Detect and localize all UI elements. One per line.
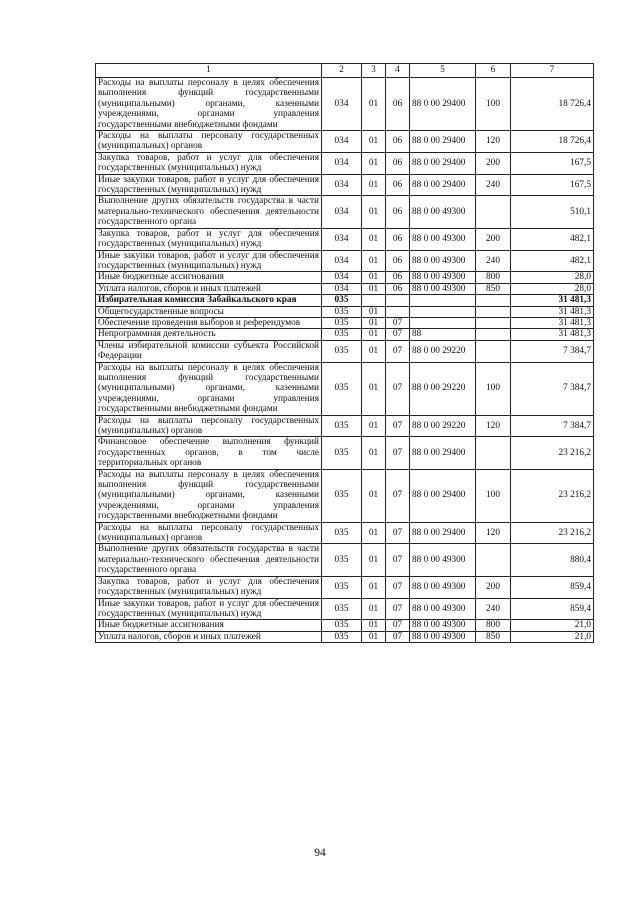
row-name-cell: Обеспечение проведения выборов и референдумов — [96, 317, 322, 328]
row-ministry-code-cell: 035 — [322, 362, 362, 415]
row-ministry-code-cell: 035 — [322, 620, 362, 631]
row-expense-type-cell: 200 — [476, 152, 511, 174]
row-name-cell: Иные закупки товаров, работ и услуг для обеспечения государственных (муниципальных) нужд — [96, 174, 322, 196]
row-ministry-code-cell: 034 — [322, 131, 362, 153]
row-subsection-cell: 07 — [386, 329, 410, 340]
row-subsection-cell: 07 — [386, 620, 410, 631]
row-subsection-cell: 07 — [386, 576, 410, 598]
column-header-5: 5 — [410, 64, 476, 78]
table-row — [96, 415, 594, 437]
row-name-cell: Иные закупки товаров, работ и услуг для обеспечения государственных (муниципальных) нужд — [96, 598, 322, 620]
page-number: 94 — [314, 847, 326, 859]
table-row — [96, 522, 594, 544]
table-row — [96, 152, 594, 174]
row-name-cell: Иные закупки товаров, работ и услуг для обеспечения государственных (муниципальных) нужд — [96, 250, 322, 272]
table-row — [96, 631, 594, 642]
row-expense-type-cell: 120 — [476, 522, 511, 544]
row-section-cell: 01 — [362, 576, 386, 598]
table-row — [96, 196, 594, 228]
row-target-article-cell: 88 0 00 29400 — [410, 174, 476, 196]
row-section-cell: 01 — [362, 522, 386, 544]
row-amount-cell: 21,0 — [511, 631, 594, 642]
table-row — [96, 283, 594, 294]
row-amount-cell: 167,5 — [511, 174, 594, 196]
row-amount-cell: 18 726,4 — [511, 78, 594, 131]
row-ministry-code-cell: 035 — [322, 317, 362, 328]
row-section-cell: 01 — [362, 196, 386, 228]
row-expense-type-cell: 240 — [476, 174, 511, 196]
row-target-article-cell: 88 0 00 29400 — [410, 469, 476, 522]
row-subsection-cell — [386, 306, 410, 317]
row-section-cell — [362, 295, 386, 306]
row-expense-type-cell: 850 — [476, 283, 511, 294]
row-subsection-cell: 07 — [386, 340, 410, 362]
row-section-cell: 01 — [362, 340, 386, 362]
row-name-cell: Расходы на выплаты персоналу в целях обеспечения выполнения функций государственными (муниципальными) органами, казенными учреждениями, органами управления государственными внебюджетными фондами — [96, 469, 322, 522]
row-target-article-cell: 88 0 00 49300 — [410, 598, 476, 620]
row-section-cell: 01 — [362, 272, 386, 283]
row-target-article-cell: 88 0 00 29400 — [410, 522, 476, 544]
row-section-cell: 01 — [362, 437, 386, 469]
table-row — [96, 228, 594, 250]
row-ministry-code-cell: 034 — [322, 283, 362, 294]
row-expense-type-cell: 100 — [476, 362, 511, 415]
row-name-cell: Избирательная комиссия Забайкальского края — [96, 295, 322, 306]
row-section-cell: 01 — [362, 631, 386, 642]
row-amount-cell: 31 481,3 — [511, 329, 594, 340]
row-ministry-code-cell: 034 — [322, 272, 362, 283]
row-ministry-code-cell: 035 — [322, 544, 362, 576]
row-target-article-cell: 88 0 00 49300 — [410, 250, 476, 272]
row-subsection-cell: 07 — [386, 437, 410, 469]
row-ministry-code-cell: 034 — [322, 250, 362, 272]
column-header-3: 3 — [362, 64, 386, 78]
column-header-2: 2 — [322, 64, 362, 78]
table-row — [96, 340, 594, 362]
row-target-article-cell: 88 0 00 49300 — [410, 631, 476, 642]
row-subsection-cell: 06 — [386, 131, 410, 153]
row-subsection-cell — [386, 295, 410, 306]
row-ministry-code-cell: 035 — [322, 631, 362, 642]
row-subsection-cell: 07 — [386, 415, 410, 437]
row-amount-cell: 31 481,3 — [511, 295, 594, 306]
row-ministry-code-cell: 035 — [322, 306, 362, 317]
row-target-article-cell: 88 0 00 49300 — [410, 272, 476, 283]
row-name-cell: Расходы на выплаты персоналу в целях обеспечения выполнения функций государственными (муниципальными) органами, казенными учреждениями, органами управления государственными внебюджетными фондами — [96, 362, 322, 415]
row-target-article-cell: 88 0 00 29400 — [410, 437, 476, 469]
row-ministry-code-cell: 035 — [322, 340, 362, 362]
row-section-cell: 01 — [362, 306, 386, 317]
row-target-article-cell — [410, 317, 476, 328]
row-subsection-cell: 06 — [386, 228, 410, 250]
row-target-article-cell: 88 0 00 49300 — [410, 576, 476, 598]
row-subsection-cell: 07 — [386, 631, 410, 642]
row-target-article-cell — [410, 295, 476, 306]
row-section-cell: 01 — [362, 620, 386, 631]
row-expense-type-cell: 240 — [476, 250, 511, 272]
row-section-cell: 01 — [362, 469, 386, 522]
row-expense-type-cell: 200 — [476, 576, 511, 598]
row-expense-type-cell: 200 — [476, 228, 511, 250]
row-target-article-cell: 88 0 00 29220 — [410, 340, 476, 362]
row-ministry-code-cell: 035 — [322, 522, 362, 544]
row-amount-cell: 880,4 — [511, 544, 594, 576]
row-amount-cell: 7 384,7 — [511, 415, 594, 437]
row-section-cell: 01 — [362, 283, 386, 294]
row-section-cell: 01 — [362, 152, 386, 174]
row-expense-type-cell: 120 — [476, 415, 511, 437]
row-name-cell: Непрограммная деятельность — [96, 329, 322, 340]
table-row — [96, 598, 594, 620]
row-section-cell: 01 — [362, 317, 386, 328]
row-amount-cell: 859,4 — [511, 576, 594, 598]
row-target-article-cell: 88 0 00 49300 — [410, 620, 476, 631]
table-row — [96, 295, 594, 306]
row-target-article-cell — [410, 306, 476, 317]
column-header-1: 1 — [96, 64, 322, 78]
row-ministry-code-cell: 034 — [322, 152, 362, 174]
row-subsection-cell: 07 — [386, 544, 410, 576]
row-expense-type-cell — [476, 544, 511, 576]
row-expense-type-cell: 240 — [476, 598, 511, 620]
row-name-cell: Выполнение других обязательств государства в части материально-технического обеспечения деятельности государственного органа — [96, 196, 322, 228]
row-section-cell: 01 — [362, 598, 386, 620]
row-ministry-code-cell: 035 — [322, 469, 362, 522]
row-ministry-code-cell: 035 — [322, 437, 362, 469]
row-target-article-cell: 88 — [410, 329, 476, 340]
row-target-article-cell: 88 0 00 49300 — [410, 544, 476, 576]
row-expense-type-cell: 800 — [476, 272, 511, 283]
row-name-cell: Общегосударственные вопросы — [96, 306, 322, 317]
row-target-article-cell: 88 0 00 49300 — [410, 283, 476, 294]
row-amount-cell: 482,1 — [511, 250, 594, 272]
table-header-row — [96, 64, 594, 78]
row-expense-type-cell: 800 — [476, 620, 511, 631]
row-expense-type-cell — [476, 340, 511, 362]
row-amount-cell: 23 216,2 — [511, 437, 594, 469]
row-subsection-cell: 06 — [386, 174, 410, 196]
row-target-article-cell: 88 0 00 29220 — [410, 362, 476, 415]
table-body — [96, 78, 594, 643]
row-name-cell: Расходы на выплаты персоналу государственных (муниципальных) органов — [96, 131, 322, 153]
row-subsection-cell: 06 — [386, 272, 410, 283]
row-section-cell: 01 — [362, 329, 386, 340]
row-section-cell: 01 — [362, 544, 386, 576]
table-row — [96, 272, 594, 283]
row-name-cell: Иные бюджетные ассигнования — [96, 620, 322, 631]
row-name-cell: Закупка товаров, работ и услуг для обеспечения государственных (муниципальных) нужд — [96, 576, 322, 598]
row-amount-cell: 23 216,2 — [511, 469, 594, 522]
row-section-cell: 01 — [362, 174, 386, 196]
row-target-article-cell: 88 0 00 29220 — [410, 415, 476, 437]
row-name-cell: Выполнение других обязательств государства в части материально-технического обеспечения деятельности государственного органа — [96, 544, 322, 576]
row-section-cell: 01 — [362, 78, 386, 131]
row-name-cell: Уплата налогов, сборов и иных платежей — [96, 631, 322, 642]
row-subsection-cell: 07 — [386, 598, 410, 620]
row-expense-type-cell: 100 — [476, 469, 511, 522]
row-amount-cell: 482,1 — [511, 228, 594, 250]
column-header-4: 4 — [386, 64, 410, 78]
row-ministry-code-cell: 035 — [322, 295, 362, 306]
row-ministry-code-cell: 035 — [322, 598, 362, 620]
table-row — [96, 362, 594, 415]
row-ministry-code-cell: 034 — [322, 196, 362, 228]
row-ministry-code-cell: 035 — [322, 329, 362, 340]
row-name-cell: Расходы на выплаты персоналу государственных (муниципальных) органов — [96, 522, 322, 544]
row-subsection-cell: 06 — [386, 78, 410, 131]
table-row — [96, 329, 594, 340]
table-row — [96, 469, 594, 522]
row-target-article-cell: 88 0 00 29400 — [410, 78, 476, 131]
column-header-7: 7 — [511, 64, 594, 78]
row-amount-cell: 167,5 — [511, 152, 594, 174]
row-amount-cell: 7 384,7 — [511, 340, 594, 362]
row-amount-cell: 28,0 — [511, 283, 594, 294]
table-row — [96, 620, 594, 631]
row-amount-cell: 31 481,3 — [511, 306, 594, 317]
table-row — [96, 250, 594, 272]
budget-table — [95, 63, 594, 643]
row-subsection-cell: 07 — [386, 469, 410, 522]
row-expense-type-cell: 120 — [476, 131, 511, 153]
row-target-article-cell: 88 0 00 29400 — [410, 152, 476, 174]
table-row — [96, 437, 594, 469]
column-header-6: 6 — [476, 64, 511, 78]
row-expense-type-cell — [476, 306, 511, 317]
row-subsection-cell: 06 — [386, 250, 410, 272]
row-section-cell: 01 — [362, 362, 386, 415]
row-subsection-cell: 06 — [386, 152, 410, 174]
row-expense-type-cell: 850 — [476, 631, 511, 642]
table-row — [96, 576, 594, 598]
table-row — [96, 174, 594, 196]
row-target-article-cell: 88 0 00 49300 — [410, 196, 476, 228]
row-name-cell: Члены избирательной комиссии субъекта Российской Федерации — [96, 340, 322, 362]
row-amount-cell: 31 481,3 — [511, 317, 594, 328]
row-name-cell: Закупка товаров, работ и услуг для обеспечения государственных (муниципальных) нужд — [96, 228, 322, 250]
row-name-cell: Расходы на выплаты персоналу государственных (муниципальных) органов — [96, 415, 322, 437]
row-expense-type-cell: 100 — [476, 78, 511, 131]
row-target-article-cell: 88 0 00 29400 — [410, 131, 476, 153]
row-name-cell: Иные бюджетные ассигнования — [96, 272, 322, 283]
row-expense-type-cell — [476, 317, 511, 328]
row-subsection-cell: 07 — [386, 317, 410, 328]
row-name-cell: Финансовое обеспечение выполнения функций государственных органов, в том числе территориальных органов — [96, 437, 322, 469]
row-ministry-code-cell: 034 — [322, 78, 362, 131]
row-section-cell: 01 — [362, 250, 386, 272]
row-expense-type-cell — [476, 437, 511, 469]
row-amount-cell: 18 726,4 — [511, 131, 594, 153]
table-row — [96, 131, 594, 153]
row-expense-type-cell — [476, 196, 511, 228]
row-expense-type-cell — [476, 295, 511, 306]
row-amount-cell: 23 216,2 — [511, 522, 594, 544]
row-subsection-cell: 07 — [386, 362, 410, 415]
row-amount-cell: 510,1 — [511, 196, 594, 228]
table-row — [96, 78, 594, 131]
row-section-cell: 01 — [362, 131, 386, 153]
row-amount-cell: 859,4 — [511, 598, 594, 620]
table-row — [96, 544, 594, 576]
row-expense-type-cell — [476, 329, 511, 340]
row-ministry-code-cell: 035 — [322, 576, 362, 598]
row-name-cell: Уплата налогов, сборов и иных платежей — [96, 283, 322, 294]
row-section-cell: 01 — [362, 415, 386, 437]
row-section-cell: 01 — [362, 228, 386, 250]
row-amount-cell: 21,0 — [511, 620, 594, 631]
row-ministry-code-cell: 034 — [322, 228, 362, 250]
row-ministry-code-cell: 035 — [322, 415, 362, 437]
row-amount-cell: 28,0 — [511, 272, 594, 283]
table-row — [96, 306, 594, 317]
row-subsection-cell: 06 — [386, 196, 410, 228]
row-name-cell: Закупка товаров, работ и услуг для обеспечения государственных (муниципальных) нужд — [96, 152, 322, 174]
row-ministry-code-cell: 034 — [322, 174, 362, 196]
row-subsection-cell: 07 — [386, 522, 410, 544]
table-row — [96, 317, 594, 328]
row-target-article-cell: 88 0 00 49300 — [410, 228, 476, 250]
row-subsection-cell: 06 — [386, 283, 410, 294]
row-amount-cell: 7 384,7 — [511, 362, 594, 415]
row-name-cell: Расходы на выплаты персоналу в целях обеспечения выполнения функций государственными (муниципальными) органами, казенными учреждениями, органами управления государственными внебюджетными фондами — [96, 78, 322, 131]
